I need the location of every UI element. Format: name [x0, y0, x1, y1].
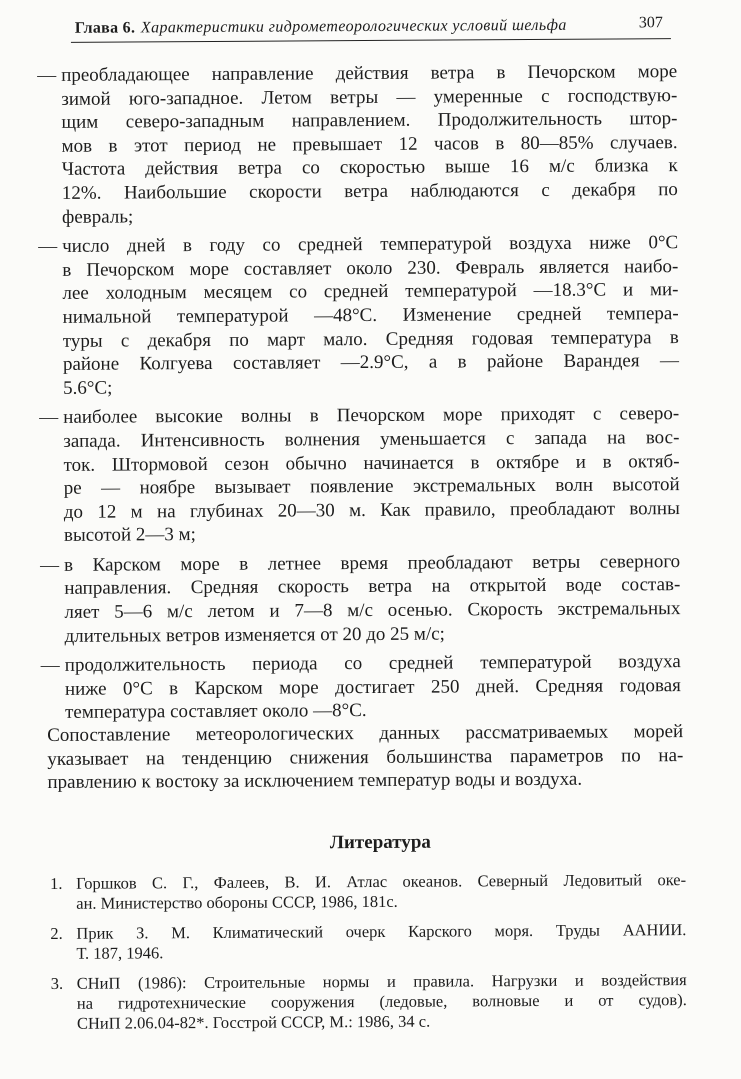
list-dash: —: [38, 236, 58, 258]
text-line: Частота действия ветра со скоростью выше 16 м/с близка к: [61, 155, 678, 181]
list-dash: —: [40, 554, 60, 576]
text-line: щим северо-западным направлением. Продолжительность штор-: [61, 108, 678, 134]
list-item: [38, 231, 679, 400]
reference-line: Т. 187, 1946.: [76, 943, 164, 963]
text-line: преобладающее направление действия ветра в Печорском море: [61, 61, 678, 86]
chapter-label: Глава 6.: [74, 19, 136, 37]
page-number: 307: [638, 14, 663, 32]
text-line: указывает на тенденцию снижения большинства параметров по на-: [47, 744, 684, 770]
text-line: ляет 5—6 м/с летом и 7—8 м/с осенью. Скорость экстремальных: [64, 598, 681, 623]
reference-number: 2.: [50, 923, 63, 943]
text-line: до 12 м на глубинах 20—30 м. Как правило, преобладают волны: [63, 497, 680, 523]
running-header: [71, 12, 671, 43]
text-line: число дней в году со средней температурой воздуха ниже 0°С: [62, 232, 679, 258]
text-line: нимальной температурой —48°С. Изменение средней темпера-: [62, 303, 679, 328]
literature-heading: Литература: [329, 831, 431, 854]
text-line: длительных ветров изменяется от 20 до 25 м/с;: [64, 623, 445, 647]
list-dash: —: [39, 407, 59, 429]
list-item: [39, 402, 680, 547]
list-dash: —: [40, 655, 60, 677]
chapter-title: Характеристики гидрометеорологических условий шельфа: [140, 16, 567, 37]
text-line: высотой 2—3 м;: [63, 524, 196, 547]
text-line: температура составляет около —8°С.: [64, 700, 367, 724]
text-line: направления. Средняя скорость ветра на открытой воде состав-: [64, 574, 681, 600]
text-line: мов в этот период не превышает 12 часов в 80—85% случаев.: [61, 131, 678, 157]
text-line: 5.6°С;: [63, 377, 113, 399]
text-line: в Карском море в летнее время преобладают ветры северного: [64, 550, 681, 576]
list-item: [37, 60, 678, 229]
list-dash: —: [37, 64, 57, 87]
reference-line: Прик З. М. Климатический очерк Карского моря. Труды ААНИИ.: [76, 920, 687, 943]
reference-line: СНиП (1986): Строительные нормы и правила. Нагрузки и воздействия: [76, 970, 687, 993]
reference-item: [51, 970, 687, 1034]
reference-list: [50, 870, 687, 1044]
text-line: в Печорском море составляет около 230. Февраль является наибо-: [62, 255, 679, 281]
reference-line: ан. Министерство обороны СССР, 1986, 181с.: [76, 891, 398, 913]
list-item: [41, 650, 681, 725]
text-line: Сопоставление метеорологических данных рассматриваемых морей: [47, 721, 684, 746]
reference-line: СНиП 2.06.04-82*. Госстрой СССР, М.: 1986, 34 с.: [76, 1011, 431, 1033]
text-line: февраль;: [61, 206, 134, 228]
text-line: 12%. Наибольшие скорости ветра наблюдаются с декабря по: [61, 179, 678, 204]
text-line: запада. Интенсивность волнения уменьшается с запада на вос-: [63, 427, 680, 452]
findings-list: [37, 60, 681, 731]
text-line: правлению к востоку за исключением температур воды и воздуха.: [47, 768, 583, 794]
list-item: [40, 550, 681, 648]
text-line: лее холодным месяцем со средней температурой —18.3°С и ми-: [62, 279, 679, 305]
reference-item: [50, 870, 686, 914]
text-line: продолжительность периода со средней температурой воздуха: [64, 651, 681, 677]
text-line: районе Колгуева составляет —2.9°С, а в районе Варандея —: [62, 350, 679, 375]
text-line: зимой юго-западное. Летом ветры — умеренные с господствую-: [61, 84, 678, 110]
text-line: ниже 0°С в Карском море достигает 250 дней. Средняя годовая: [64, 674, 681, 700]
reference-item: [50, 920, 686, 964]
text-line: ре — ноябре вызывает появление экстремальных волн высотой: [63, 474, 680, 499]
reference-number: 1.: [50, 873, 63, 893]
text-line: ток. Штормовой сезон обычно начинается в октябре и в октяб-: [63, 450, 680, 476]
reference-line: на гидротехнические сооружения (ледовые, волновые и от судов).: [76, 990, 687, 1013]
reference-number: 3.: [50, 973, 64, 993]
text-line: туры с декабря по март мало. Средняя годовая температура в: [62, 326, 679, 352]
conclusion-paragraph: [47, 720, 683, 795]
reference-line: Горшков С. Г., Фалеев, В. И. Атлас океанов. Северный Ледовитый оке-: [76, 870, 687, 893]
text-line: наиболее высокие волны в Печорском море приходят с северо-: [63, 403, 680, 429]
